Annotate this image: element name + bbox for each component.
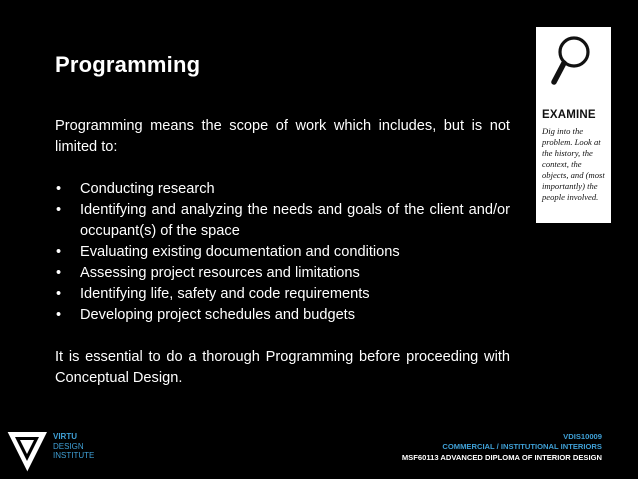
bullet-dot: • (56, 202, 62, 218)
unit-code: VDIS10009 (563, 432, 602, 441)
qualification: MSF60113 ADVANCED DIPLOMA OF INTERIOR DESIGN (401, 452, 602, 462)
slide-title: Programming (55, 52, 201, 77)
intro-paragraph: Programming means the scope of work which includes, but is not limited to: (55, 118, 510, 155)
bullet-item (55, 263, 510, 284)
bullet-dot: • (56, 286, 62, 302)
examine-heading: EXAMINE (542, 109, 596, 121)
bullet-item (55, 179, 510, 200)
bullet-dot: • (56, 181, 62, 197)
bullet-dot: • (56, 307, 62, 323)
bullet-dot: • (56, 265, 62, 281)
bullet-text: Identifying life, safety and code requirements (80, 286, 370, 302)
examine-description: Dig into the problem. Look at the history, the context, the objects, and (most importantly) the people involved. (542, 126, 605, 202)
virtu-logo-icon (4, 426, 50, 476)
brand-institute: INSTITUTE (53, 451, 95, 460)
bullet-text: Evaluating existing documentation and conditions (80, 244, 400, 260)
bullet-text: Identifying and analyzing the needs and goals of the client and/or occupant(s) of the space (80, 202, 510, 239)
examine-card (536, 27, 611, 223)
unit-name: COMMERCIAL / INSTITUTIONAL INTERIORS (442, 442, 602, 452)
slide-body (55, 116, 510, 389)
magnifying-glass-icon (549, 32, 593, 88)
brand-name (53, 432, 94, 461)
course-info (402, 432, 602, 463)
bullet-list (55, 179, 510, 326)
conclusion-paragraph: It is essential to do a thorough Programming before proceeding with Conceptual Design. (55, 349, 510, 386)
brand-virtu: VIRTU (53, 432, 77, 441)
brand-design: DESIGN (53, 441, 84, 451)
bullet-text: Conducting research (80, 181, 215, 197)
bullet-dot: • (56, 244, 62, 260)
bullet-item (55, 242, 510, 263)
bullet-text: Developing project schedules and budgets (80, 307, 356, 323)
bullet-item (55, 305, 510, 326)
bullet-item (55, 284, 510, 305)
bullet-item (55, 200, 510, 242)
bullet-text: Assessing project resources and limitations (80, 265, 360, 281)
